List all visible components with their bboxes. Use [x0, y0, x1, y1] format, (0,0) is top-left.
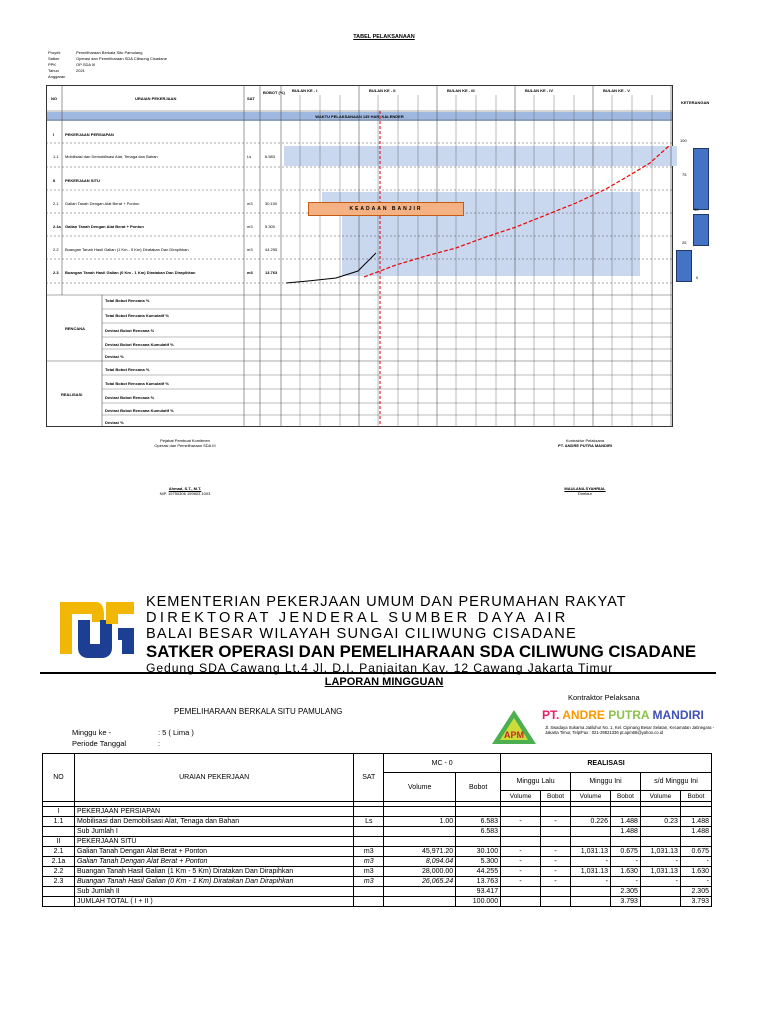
company-name-part: PT. [542, 708, 563, 722]
signature-right [530, 438, 640, 496]
sch-footer-row: Total Bobot Rencana Kumulatif % [105, 313, 169, 318]
cell-mi-vol [571, 807, 611, 817]
cell-bobot: 13.763 [456, 877, 501, 887]
table-row [43, 807, 712, 817]
col-realisasi: REALISASI [501, 754, 712, 773]
sch-month: BULAN KE - I [292, 88, 318, 93]
cell-bobot [456, 807, 501, 817]
progress-bar [676, 250, 692, 282]
cell-uraian: Buangan Tanah Hasil Galian (1 Km - 5 Km) Diratakan Dan Dirapihkan [74, 867, 353, 877]
cell-vol [384, 897, 456, 907]
cell-no: II [43, 837, 75, 847]
sch-footer-row: Deviasi % [105, 420, 124, 425]
company-name-part: ANDRE [562, 708, 609, 722]
col-sat: SAT [354, 754, 384, 802]
sch-month: BULAN KE - III [447, 88, 475, 93]
cell-vol: 45,971.20 [384, 847, 456, 857]
cell-sd-vol [640, 827, 680, 837]
sch-footer-group: RENCANA [65, 326, 85, 331]
col-bobot: Bobot [680, 791, 711, 802]
cell-ml-vol: - [501, 867, 541, 877]
sch-row-sat: Ls [247, 154, 252, 159]
cell-mi-bobot: 1.488 [610, 817, 640, 827]
cell-sat [354, 837, 384, 847]
table-header-row [43, 754, 712, 773]
schedule-sheet [0, 0, 768, 510]
cell-sd-vol: 1,031.13 [640, 867, 680, 877]
period-info [72, 739, 160, 748]
col-volume: Volume [640, 791, 680, 802]
letterhead [56, 590, 716, 675]
cell-bobot: 6.583 [456, 817, 501, 827]
cell-mi-bobot: - [610, 857, 640, 867]
cell-mi-vol: - [571, 877, 611, 887]
cell-bobot: 44.255 [456, 867, 501, 877]
cell-sd-bobot [680, 807, 711, 817]
sch-row-label: PEKERJAAN SITU [65, 178, 100, 183]
sch-row-no: 2.2 [53, 247, 59, 252]
week-info [72, 728, 194, 737]
cell-sd-vol [640, 837, 680, 847]
sch-row-label: PEKERJAAN PERSIAPAN [65, 132, 114, 137]
table-row [43, 827, 712, 837]
cell-mi-bobot [610, 807, 640, 817]
sch-row-label: Mobilisasi dan Demobilisasi Alat, Tenaga dan Bahan [65, 154, 158, 159]
period-colon: : [158, 739, 161, 748]
cell-sat: m3 [354, 877, 384, 887]
sch-row-sat: m3 [247, 201, 253, 206]
letterhead-balai: BALAI BESAR WILAYAH SUNGAI CILIWUNG CISADANE [146, 626, 577, 642]
signature-title: Pejabat Pembuat Komitmen [160, 438, 210, 443]
col-bobot: Bobot [610, 791, 640, 802]
table-row [43, 847, 712, 857]
sch-row-no: I [53, 132, 55, 137]
cell-sd-vol [640, 887, 680, 897]
cell-no [43, 887, 75, 897]
cell-mi-vol: 1,031.13 [571, 867, 611, 877]
table-row [43, 877, 712, 887]
cell-sat: Ls [354, 817, 384, 827]
cell-no: 2.1 [43, 847, 75, 857]
col-bobot: Bobot [541, 791, 571, 802]
cell-sat: m3 [354, 867, 384, 877]
cell-vol: 8,094.04 [384, 857, 456, 867]
cell-mi-bobot: - [610, 877, 640, 887]
schedule-band: WAKTU PELAKSANAAN 135 HARI KALENDER [47, 112, 672, 121]
week-colon: : [158, 728, 163, 737]
letterhead-address: Gedung SDA Cawang Lt.4 Jl. D.I. Panjaitan Kav. 12 Cawang Jakarta Timur [146, 661, 614, 675]
sch-footer-row: Total Bobot Rencana % [105, 367, 150, 372]
cell-ml-bobot: - [541, 877, 571, 887]
signature-title: Kontraktor Pelaksana [565, 438, 605, 443]
sch-row-sat: m3 [247, 224, 253, 229]
meta-value: 2021 [76, 68, 85, 73]
cell-no [43, 827, 75, 837]
letterhead-divider [40, 672, 716, 674]
sch-row-bobot: 6.583 [265, 154, 276, 159]
col-minggu-ini: Minggu Ini [571, 773, 641, 791]
col-sd-minggu-ini: s/d Minggu Ini [640, 773, 711, 791]
company-name-part: MANDIRI [652, 708, 704, 722]
table-row [43, 857, 712, 867]
letterhead-directorate: DIREKTORAT JENDERAL SUMBER DAYA AIR [146, 610, 569, 626]
cell-sd-vol [640, 897, 680, 907]
cell-ml-vol: - [501, 877, 541, 887]
sch-header-bobot: BOBOT (%) [263, 90, 285, 95]
col-mc0: MC - 0 [384, 754, 501, 773]
signature-left [130, 438, 240, 496]
cell-ml-bobot [541, 897, 571, 907]
cell-uraian: PEKERJAAN SITU [74, 837, 353, 847]
cell-vol: 1.00 [384, 817, 456, 827]
sch-header-no: NO [51, 96, 57, 101]
table-row [43, 817, 712, 827]
cell-sd-vol: 0.23 [640, 817, 680, 827]
cell-no: 2.2 [43, 867, 75, 877]
cell-mi-vol: 1,031.13 [571, 847, 611, 857]
sch-header-uraian: URAIAN PEKERJAAN [135, 96, 177, 101]
cell-sd-bobot: - [680, 857, 711, 867]
cell-sd-bobot: 0.675 [680, 847, 711, 857]
cell-uraian: PEKERJAAN PERSIAPAN [74, 807, 353, 817]
cell-bobot: 100.000 [456, 897, 501, 907]
signature-name: Ahmad, S.T., M.T. [168, 486, 202, 491]
sch-row-bobot: 5.300 [265, 224, 276, 229]
cell-mi-bobot: 1.630 [610, 867, 640, 877]
col-no: NO [43, 754, 75, 802]
cell-bobot: 5.300 [456, 857, 501, 867]
cell-no: 2.1a [43, 857, 75, 867]
progress-bar [693, 148, 709, 210]
cell-sd-bobot: 1.488 [680, 827, 711, 837]
cell-vol [384, 827, 456, 837]
cell-mi-bobot: 0.675 [610, 847, 640, 857]
cell-uraian: Sub Jumlah I [74, 827, 353, 837]
table-row [43, 887, 712, 897]
signature-subtitle: Operasi dan Pemeliharaan SDA III [154, 443, 216, 448]
table-row [43, 837, 712, 847]
meta-value: Pemeliharaan Berkala Situ Pamulang [76, 50, 143, 55]
cell-mi-bobot [610, 837, 640, 847]
cell-sd-bobot: 2.305 [680, 887, 711, 897]
sch-month: BULAN KE - V [603, 88, 630, 93]
signature-name: MAULANA SYAHRIAL [564, 486, 606, 491]
cell-ml-vol [501, 807, 541, 817]
cell-sat [354, 897, 384, 907]
meta-key: Proyek [48, 50, 61, 55]
cell-bobot: 6.583 [456, 827, 501, 837]
cell-ml-bobot: - [541, 867, 571, 877]
cell-mi-bobot: 2.305 [610, 887, 640, 897]
cell-sd-vol [640, 807, 680, 817]
pupr-logo-icon [56, 596, 138, 660]
cell-vol [384, 807, 456, 817]
report-title: LAPORAN MINGGUAN [324, 676, 444, 688]
cell-no: 2.3 [43, 877, 75, 887]
cell-sd-vol: - [640, 857, 680, 867]
cell-uraian: Mobilisasi dan Demobilisasi Alat, Tenaga dan Bahan [74, 817, 353, 827]
company-address: Jl. Swadaya Sukarna Jatiluhur No. 1, Kel. Cipinang Besar Selatan, Kecamatan Jatinegara - Jakarta Timur, Telp/Fax : 021-29821336 pt.apm68@yahoo.co.id [545, 725, 714, 735]
sch-footer-group: REALISASI [61, 392, 83, 397]
sch-row-label: Buangan Tanah Hasil Galian (1 Km - 5 Km) Diratakan Dan Dirapihkan [65, 247, 189, 252]
cell-ml-vol [501, 887, 541, 897]
sch-row-bobot: 30.100 [265, 201, 278, 206]
cell-vol: 26,065.24 [384, 877, 456, 887]
sch-row-label: Galian Tanah Dengan Alat Berat + Ponton [65, 224, 144, 229]
cell-uraian: Galian Tanah Dengan Alat Berat + Ponton [74, 847, 353, 857]
schedule-title: TABEL PELAKSANAAN [353, 34, 415, 40]
meta-key: PPK [48, 62, 57, 67]
signature-subtitle: PT. ANDRE PUTRA MANDIRI [558, 443, 612, 448]
cell-sd-vol: 1,031.13 [640, 847, 680, 857]
cell-ml-bobot: - [541, 817, 571, 827]
cell-sd-bobot: 1.630 [680, 867, 711, 877]
meta-key: Tahun Anggaran [48, 68, 66, 79]
cell-vol: 28,000.00 [384, 867, 456, 877]
axis-tick: 25 [682, 240, 687, 245]
letterhead-ministry: KEMENTERIAN PEKERJAAN UMUM DAN PERUMAHAN RAKYAT [146, 594, 627, 610]
axis-tick: 0 [696, 275, 699, 280]
signature-role: Direktur [577, 491, 592, 496]
cell-ml-vol: - [501, 817, 541, 827]
col-uraian: URAIAN PEKERJAAN [74, 754, 353, 802]
schedule-lines [46, 85, 673, 427]
sch-footer-row: Total Bobot Rencana Kumulatif % [105, 381, 169, 386]
cell-sat: m3 [354, 857, 384, 867]
cell-ml-bobot [541, 827, 571, 837]
cell-sd-vol: - [640, 877, 680, 887]
cell-ml-bobot [541, 807, 571, 817]
sch-month: BULAN KE - II [369, 88, 396, 93]
sch-row-bobot: 13.763 [265, 270, 278, 275]
cell-mi-vol [571, 887, 611, 897]
cell-sd-bobot [680, 837, 711, 847]
axis-tick: 75 [682, 172, 687, 177]
cell-no: I [43, 807, 75, 817]
sch-header-keterangan: KETERANGAN [681, 100, 710, 105]
sch-header-sat: SAT [247, 96, 255, 101]
cell-uraian: Galian Tanah Dengan Alat Berat + Ponton [74, 857, 353, 867]
axis-tick: 100 [680, 138, 687, 143]
col-minggu-lalu: Minggu Lalu [501, 773, 571, 791]
contractor-heading: Kontraktor Pelaksana [568, 693, 640, 702]
cell-mi-vol: 0.226 [571, 817, 611, 827]
signature-nip: NIP. 19750306 199803 1003 [159, 491, 211, 496]
cell-mi-vol: - [571, 857, 611, 867]
sch-footer-row: Deviasi Bobot Rencana Kumulatif % [105, 342, 174, 347]
apm-logo-text: APM [504, 730, 524, 740]
cell-ml-vol [501, 837, 541, 847]
sch-row-bobot: 44.255 [265, 247, 278, 252]
week-label: Minggu ke - [72, 728, 112, 737]
cell-mi-vol [571, 897, 611, 907]
cell-uraian: JUMLAH TOTAL ( I + II ) [74, 897, 353, 907]
sch-footer-row: Deviasi % [105, 354, 124, 359]
flood-note: KEADAAN BANJIR [308, 202, 464, 216]
cell-no [43, 897, 75, 907]
cell-ml-bobot: - [541, 847, 571, 857]
cell-ml-vol: - [501, 847, 541, 857]
col-mc-bobot: Bobot [456, 773, 501, 802]
cell-sat [354, 807, 384, 817]
cell-no: 1.1 [43, 817, 75, 827]
cell-sat: m3 [354, 847, 384, 857]
sch-footer-row: Deviasi Bobot Rencana % [105, 395, 155, 400]
project-title: PEMELIHARAAN BERKALA SITU PAMULANG [174, 707, 343, 716]
cell-ml-vol: - [501, 857, 541, 867]
sch-row-label: Buangan Tanah Hasil Galian (0 Km - 1 Km) Diratakan Dan Dirapihkan [65, 270, 196, 275]
company-name-part: PUTRA [608, 708, 653, 722]
sch-row-no: 2.3 [53, 270, 59, 275]
cell-ml-bobot [541, 887, 571, 897]
col-volume: Volume [501, 791, 541, 802]
sch-footer-row: Total Bobot Rencana % [105, 298, 150, 303]
sch-row-no: II [53, 178, 56, 183]
cell-uraian: Sub Jumlah II [74, 887, 353, 897]
sch-footer-row: Deviasi Bobot Rencana Kumulatif % [105, 408, 174, 413]
cell-ml-vol [501, 827, 541, 837]
cell-ml-vol [501, 897, 541, 907]
table-row [43, 867, 712, 877]
cell-mi-bobot: 3.793 [610, 897, 640, 907]
cell-ml-bobot [541, 837, 571, 847]
sch-row-sat: m3 [247, 247, 253, 252]
cell-sat [354, 887, 384, 897]
cell-sat [354, 827, 384, 837]
apm-logo-icon [490, 708, 538, 746]
sch-row-no: 2.1a [53, 224, 61, 229]
cell-mi-vol [571, 837, 611, 847]
cell-sd-bobot: - [680, 877, 711, 887]
cell-bobot: 93.417 [456, 887, 501, 897]
cell-vol [384, 887, 456, 897]
letterhead-satker: SATKER OPERASI DAN PEMELIHARAAN SDA CILIWUNG CISADANE [146, 642, 697, 661]
col-mc-volume: Volume [384, 773, 456, 802]
period-label: Periode Tanggal [72, 739, 127, 748]
cell-bobot: 30.100 [456, 847, 501, 857]
schedule-meta [48, 50, 167, 80]
cell-mi-bobot: 1.488 [610, 827, 640, 837]
meta-row [48, 68, 167, 80]
sch-row-no: 2.1 [53, 201, 59, 206]
axis-tick: 50 [694, 207, 699, 212]
cell-vol [384, 837, 456, 847]
sch-row-sat: m3 [247, 270, 253, 275]
sch-footer-row: Deviasi Bobot Rencana % [105, 328, 155, 333]
letterhead-text [146, 594, 726, 675]
meta-value: OP SDA III [76, 62, 96, 67]
table-row [43, 897, 712, 907]
week-value: 5 ( Lima ) [162, 728, 194, 737]
cell-bobot [456, 837, 501, 847]
sch-row-no: 1.1 [53, 154, 59, 159]
meta-key: Satker [48, 56, 60, 61]
sch-row-label: Galian Tanah Dengan Alat Berat + Ponton [65, 201, 140, 206]
cell-sd-bobot: 1.488 [680, 817, 711, 827]
col-volume: Volume [571, 791, 611, 802]
cell-mi-vol [571, 827, 611, 837]
company-name [542, 708, 704, 722]
progress-bar [693, 214, 709, 246]
meta-value: Operasi dan Pemeliharaan SDA Ciliwung Cisadane [76, 56, 167, 61]
sch-month: BULAN KE - IV [525, 88, 553, 93]
cell-sd-bobot: 3.793 [680, 897, 711, 907]
cell-uraian: Buangan Tanah Hasil Galian (0 Km - 1 Km) Diratakan Dan Dirapihkan [74, 877, 353, 887]
cell-ml-bobot: - [541, 857, 571, 867]
progress-table [42, 753, 712, 907]
